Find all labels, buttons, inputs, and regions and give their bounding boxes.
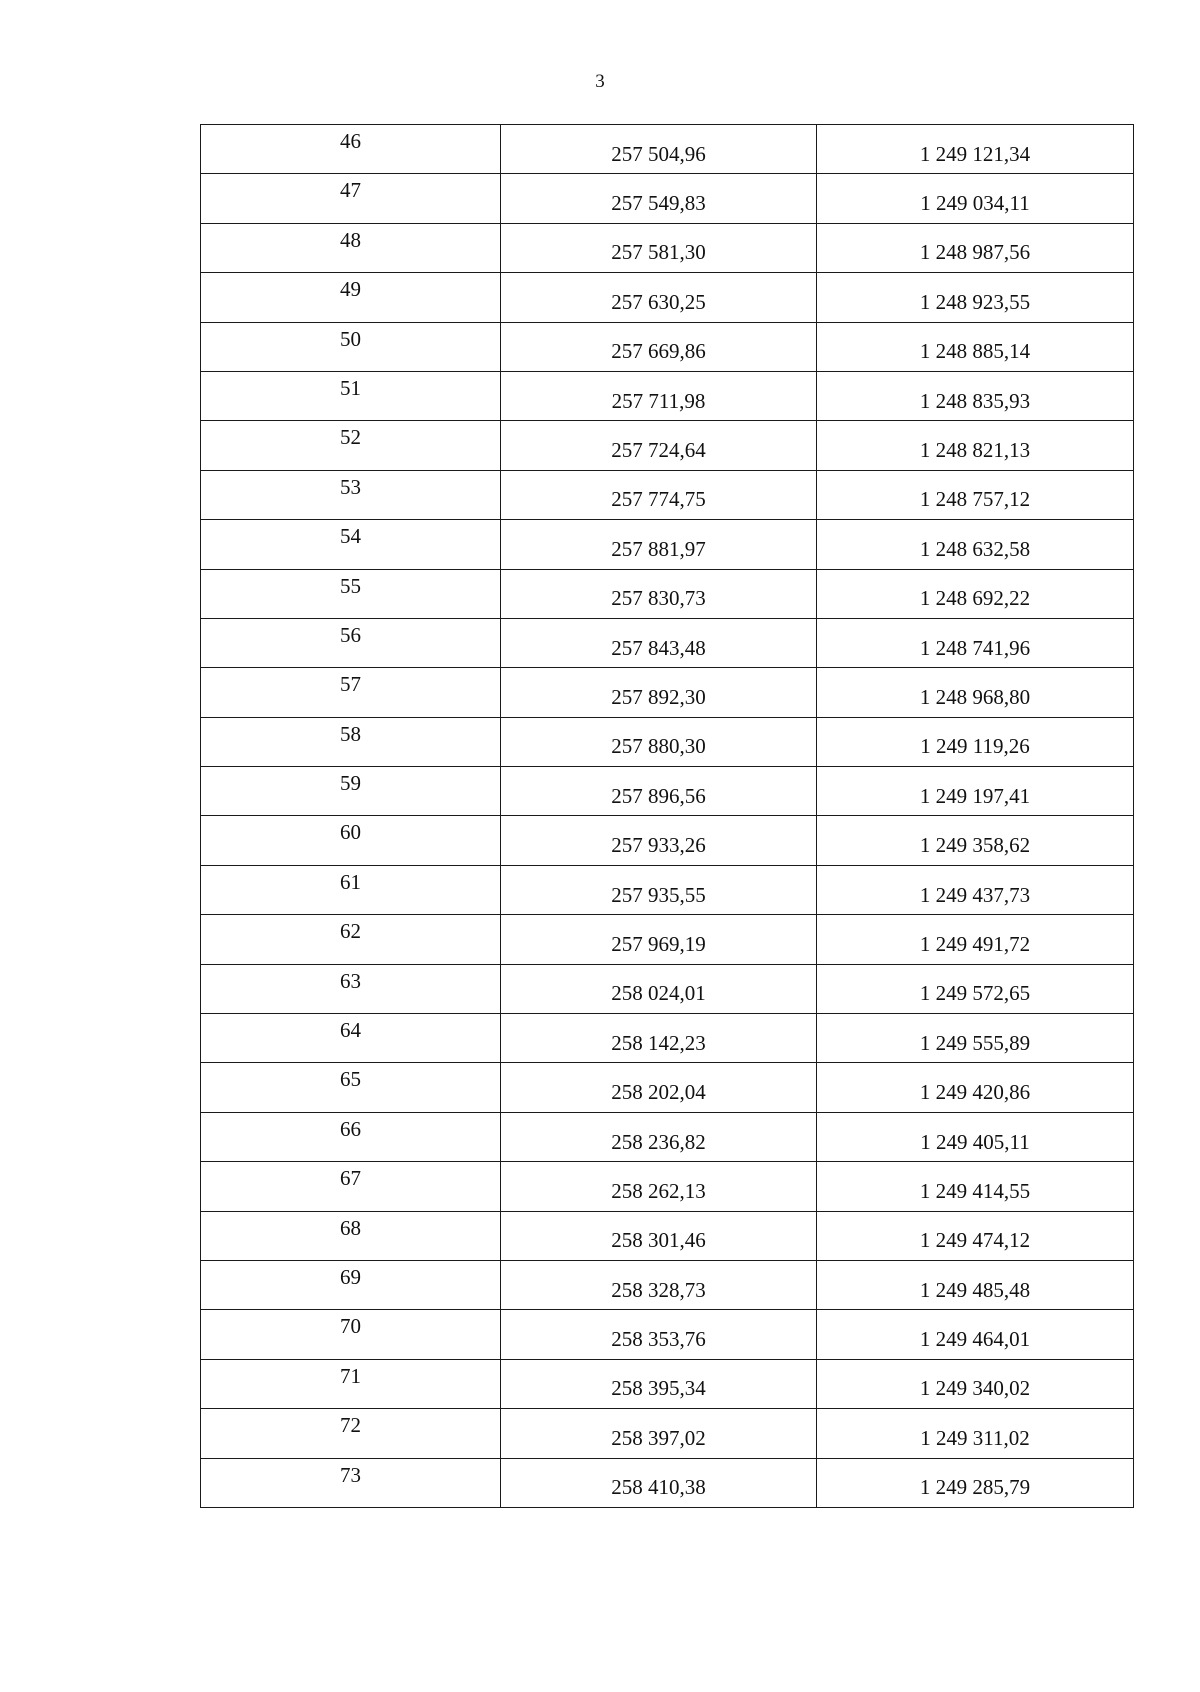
table-row [201,371,1134,420]
point-number-cell: 59 [201,767,501,816]
y-coordinate-cell: 1 249 285,79 [817,1458,1134,1507]
x-coordinate-cell: 257 711,98 [501,371,817,420]
x-coordinate-cell: 257 935,55 [501,865,817,914]
table-row [201,964,1134,1013]
x-coordinate-cell: 258 328,73 [501,1260,817,1309]
y-coordinate-cell: 1 248 632,58 [817,520,1134,569]
point-number-cell: 73 [201,1458,501,1507]
y-coordinate-cell: 1 249 414,55 [817,1162,1134,1211]
point-number-cell: 65 [201,1063,501,1112]
point-number-cell: 57 [201,668,501,717]
point-number-cell: 55 [201,569,501,618]
table-row [201,125,1134,174]
point-number-cell: 58 [201,717,501,766]
x-coordinate-cell: 257 881,97 [501,520,817,569]
table-row [201,1211,1134,1260]
x-coordinate-cell: 258 397,02 [501,1409,817,1458]
table-row [201,1409,1134,1458]
table-row [201,717,1134,766]
y-coordinate-cell: 1 249 121,34 [817,125,1134,174]
table-row [201,520,1134,569]
coordinates-table-body [201,125,1134,1508]
table-row [201,1310,1134,1359]
x-coordinate-cell: 257 669,86 [501,322,817,371]
x-coordinate-cell: 257 581,30 [501,223,817,272]
table-row [201,273,1134,322]
coordinates-table [200,124,1134,1508]
point-number-cell: 60 [201,816,501,865]
table-row [201,421,1134,470]
x-coordinate-cell: 257 724,64 [501,421,817,470]
y-coordinate-cell: 1 249 197,41 [817,767,1134,816]
point-number-cell: 56 [201,618,501,667]
x-coordinate-cell: 257 892,30 [501,668,817,717]
point-number-cell: 68 [201,1211,501,1260]
y-coordinate-cell: 1 249 572,65 [817,964,1134,1013]
table-row [201,1359,1134,1408]
table-row [201,1063,1134,1112]
point-number-cell: 71 [201,1359,501,1408]
table-row [201,915,1134,964]
table-row [201,1260,1134,1309]
y-coordinate-cell: 1 249 437,73 [817,865,1134,914]
point-number-cell: 48 [201,223,501,272]
y-coordinate-cell: 1 249 405,11 [817,1112,1134,1161]
y-coordinate-cell: 1 248 987,56 [817,223,1134,272]
y-coordinate-cell: 1 248 885,14 [817,322,1134,371]
x-coordinate-cell: 257 504,96 [501,125,817,174]
point-number-cell: 53 [201,470,501,519]
y-coordinate-cell: 1 249 555,89 [817,1014,1134,1063]
y-coordinate-cell: 1 249 340,02 [817,1359,1134,1408]
y-coordinate-cell: 1 248 821,13 [817,421,1134,470]
table-row [201,470,1134,519]
point-number-cell: 64 [201,1014,501,1063]
point-number-cell: 72 [201,1409,501,1458]
table-row [201,1014,1134,1063]
table-row [201,569,1134,618]
point-number-cell: 52 [201,421,501,470]
table-row [201,1162,1134,1211]
y-coordinate-cell: 1 249 474,12 [817,1211,1134,1260]
x-coordinate-cell: 257 843,48 [501,618,817,667]
table-row [201,865,1134,914]
table-row [201,618,1134,667]
table-row [201,767,1134,816]
y-coordinate-cell: 1 248 835,93 [817,371,1134,420]
x-coordinate-cell: 258 142,23 [501,1014,817,1063]
x-coordinate-cell: 257 830,73 [501,569,817,618]
x-coordinate-cell: 258 410,38 [501,1458,817,1507]
x-coordinate-cell: 257 630,25 [501,273,817,322]
point-number-cell: 50 [201,322,501,371]
point-number-cell: 69 [201,1260,501,1309]
x-coordinate-cell: 258 202,04 [501,1063,817,1112]
point-number-cell: 63 [201,964,501,1013]
x-coordinate-cell: 258 262,13 [501,1162,817,1211]
x-coordinate-cell: 257 774,75 [501,470,817,519]
y-coordinate-cell: 1 249 311,02 [817,1409,1134,1458]
table-row [201,1458,1134,1507]
point-number-cell: 46 [201,125,501,174]
y-coordinate-cell: 1 248 968,80 [817,668,1134,717]
x-coordinate-cell: 258 301,46 [501,1211,817,1260]
x-coordinate-cell: 257 969,19 [501,915,817,964]
point-number-cell: 49 [201,273,501,322]
y-coordinate-cell: 1 249 034,11 [817,174,1134,223]
point-number-cell: 54 [201,520,501,569]
point-number-cell: 51 [201,371,501,420]
table-row [201,816,1134,865]
y-coordinate-cell: 1 248 692,22 [817,569,1134,618]
table-row [201,322,1134,371]
x-coordinate-cell: 258 395,34 [501,1359,817,1408]
x-coordinate-cell: 257 933,26 [501,816,817,865]
y-coordinate-cell: 1 248 923,55 [817,273,1134,322]
x-coordinate-cell: 258 236,82 [501,1112,817,1161]
y-coordinate-cell: 1 249 491,72 [817,915,1134,964]
y-coordinate-cell: 1 249 464,01 [817,1310,1134,1359]
y-coordinate-cell: 1 249 485,48 [817,1260,1134,1309]
y-coordinate-cell: 1 249 420,86 [817,1063,1134,1112]
x-coordinate-cell: 258 353,76 [501,1310,817,1359]
y-coordinate-cell: 1 249 358,62 [817,816,1134,865]
table-row [201,223,1134,272]
table-row [201,174,1134,223]
x-coordinate-cell: 258 024,01 [501,964,817,1013]
page-number: 3 [595,71,605,92]
y-coordinate-cell: 1 249 119,26 [817,717,1134,766]
point-number-cell: 67 [201,1162,501,1211]
x-coordinate-cell: 257 896,56 [501,767,817,816]
x-coordinate-cell: 257 880,30 [501,717,817,766]
y-coordinate-cell: 1 248 757,12 [817,470,1134,519]
table-row [201,1112,1134,1161]
x-coordinate-cell: 257 549,83 [501,174,817,223]
point-number-cell: 61 [201,865,501,914]
point-number-cell: 47 [201,174,501,223]
point-number-cell: 66 [201,1112,501,1161]
point-number-cell: 62 [201,915,501,964]
point-number-cell: 70 [201,1310,501,1359]
y-coordinate-cell: 1 248 741,96 [817,618,1134,667]
table-row [201,668,1134,717]
